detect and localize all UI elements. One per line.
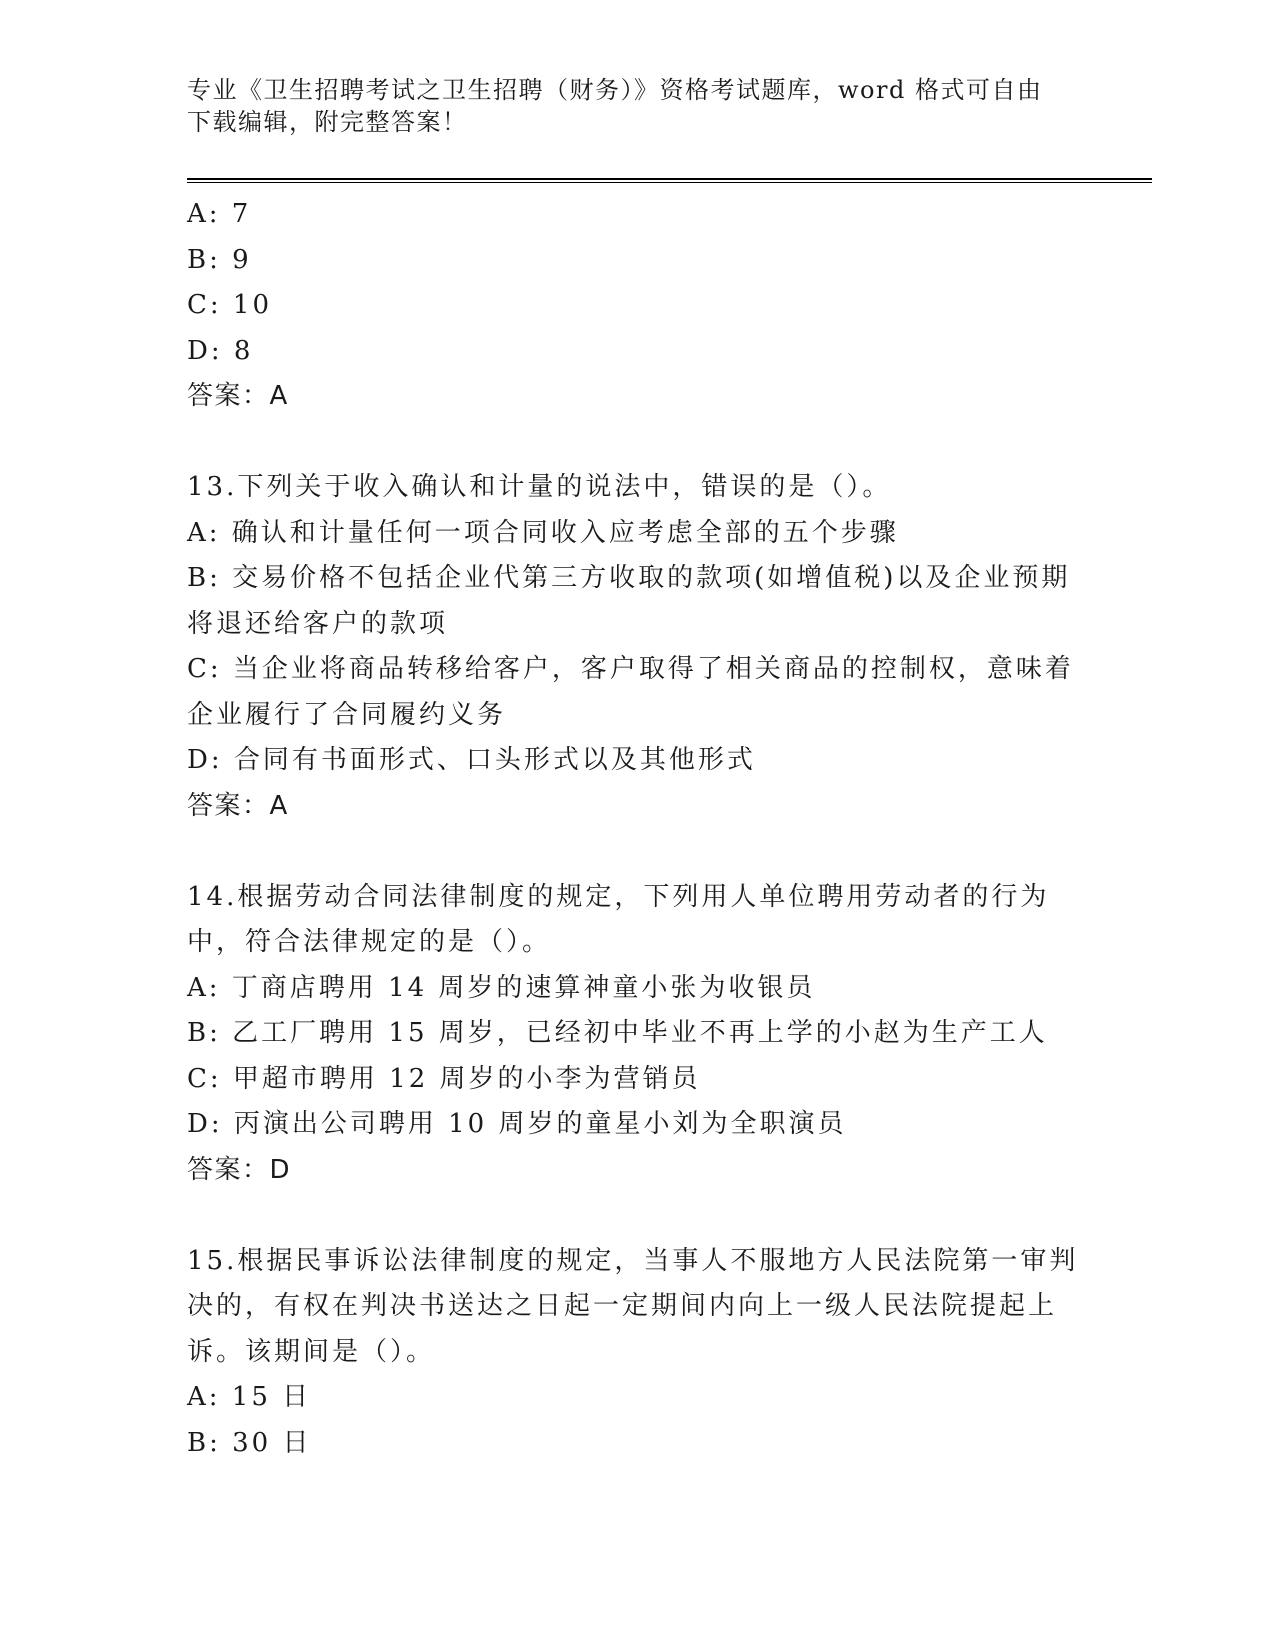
question-15-block	[187, 1239, 1087, 1467]
option-c: C: 10	[187, 290, 273, 320]
question-14-block	[187, 875, 1087, 1194]
question-12-block	[187, 192, 1087, 420]
question-text: 14.根据劳动合同法律制度的规定，下列用人单位聘用劳动者的行为中，符合法律规定的是（）。	[187, 881, 1050, 957]
header-divider-thick	[187, 178, 1152, 180]
answer-label: 答案：A	[187, 381, 289, 411]
question-13-block	[187, 465, 1087, 829]
question-list	[187, 192, 1087, 1466]
option-a: A: 7	[187, 199, 252, 229]
option-a: A: 15 日	[187, 1382, 312, 1412]
question-text: 15.根据民事诉讼法律制度的规定，当事人不服地方人民法院第一审判决的，有权在判决书送达之日起一定期间内向上一级人民法院提起上诉。该期间是（）。	[187, 1245, 1079, 1367]
option-a: A: 丁商店聘用 14 周岁的速算神童小张为收银员	[187, 972, 816, 1003]
answer-label: 答案：D	[187, 1154, 292, 1185]
option-c: C: 当企业将商品转移给客户，客户取得了相关商品的控制权，意味着企业履行了合同履约义务	[187, 654, 1074, 730]
option-d: D: 8	[187, 335, 254, 366]
option-d: D: 合同有书面形式、口头形式以及其他形式	[187, 745, 756, 775]
option-b: B: 9	[187, 244, 252, 275]
option-d: D: 丙演出公司聘用 10 周岁的童星小刘为全职演员	[187, 1109, 847, 1139]
option-a: A: 确认和计量任何一项合同收入应考虑全部的五个步骤	[187, 517, 899, 548]
question-text: 13.下列关于收入确认和计量的说法中，错误的是（）。	[187, 472, 892, 502]
document-header: 专业《卫生招聘考试之卫生招聘（财务）》资格考试题库，word 格式可自由下载编辑，附完整答案！	[187, 76, 1043, 136]
answer-label: 答案：A	[187, 790, 289, 821]
option-b: B: 30 日	[187, 1427, 312, 1458]
spacer	[187, 1193, 1087, 1239]
spacer	[187, 829, 1087, 875]
header-divider-thin	[187, 182, 1152, 183]
spacer	[187, 420, 1087, 466]
option-b: B: 交易价格不包括企业代第三方收取的款项(如增值税)以及企业预期将退还给客户的款项	[187, 563, 1071, 639]
option-c: C: 甲超市聘用 12 周岁的小李为营销员	[187, 1063, 701, 1094]
option-b: B: 乙工厂聘用 15 周岁，已经初中毕业不再上学的小赵为生产工人	[187, 1018, 1048, 1048]
